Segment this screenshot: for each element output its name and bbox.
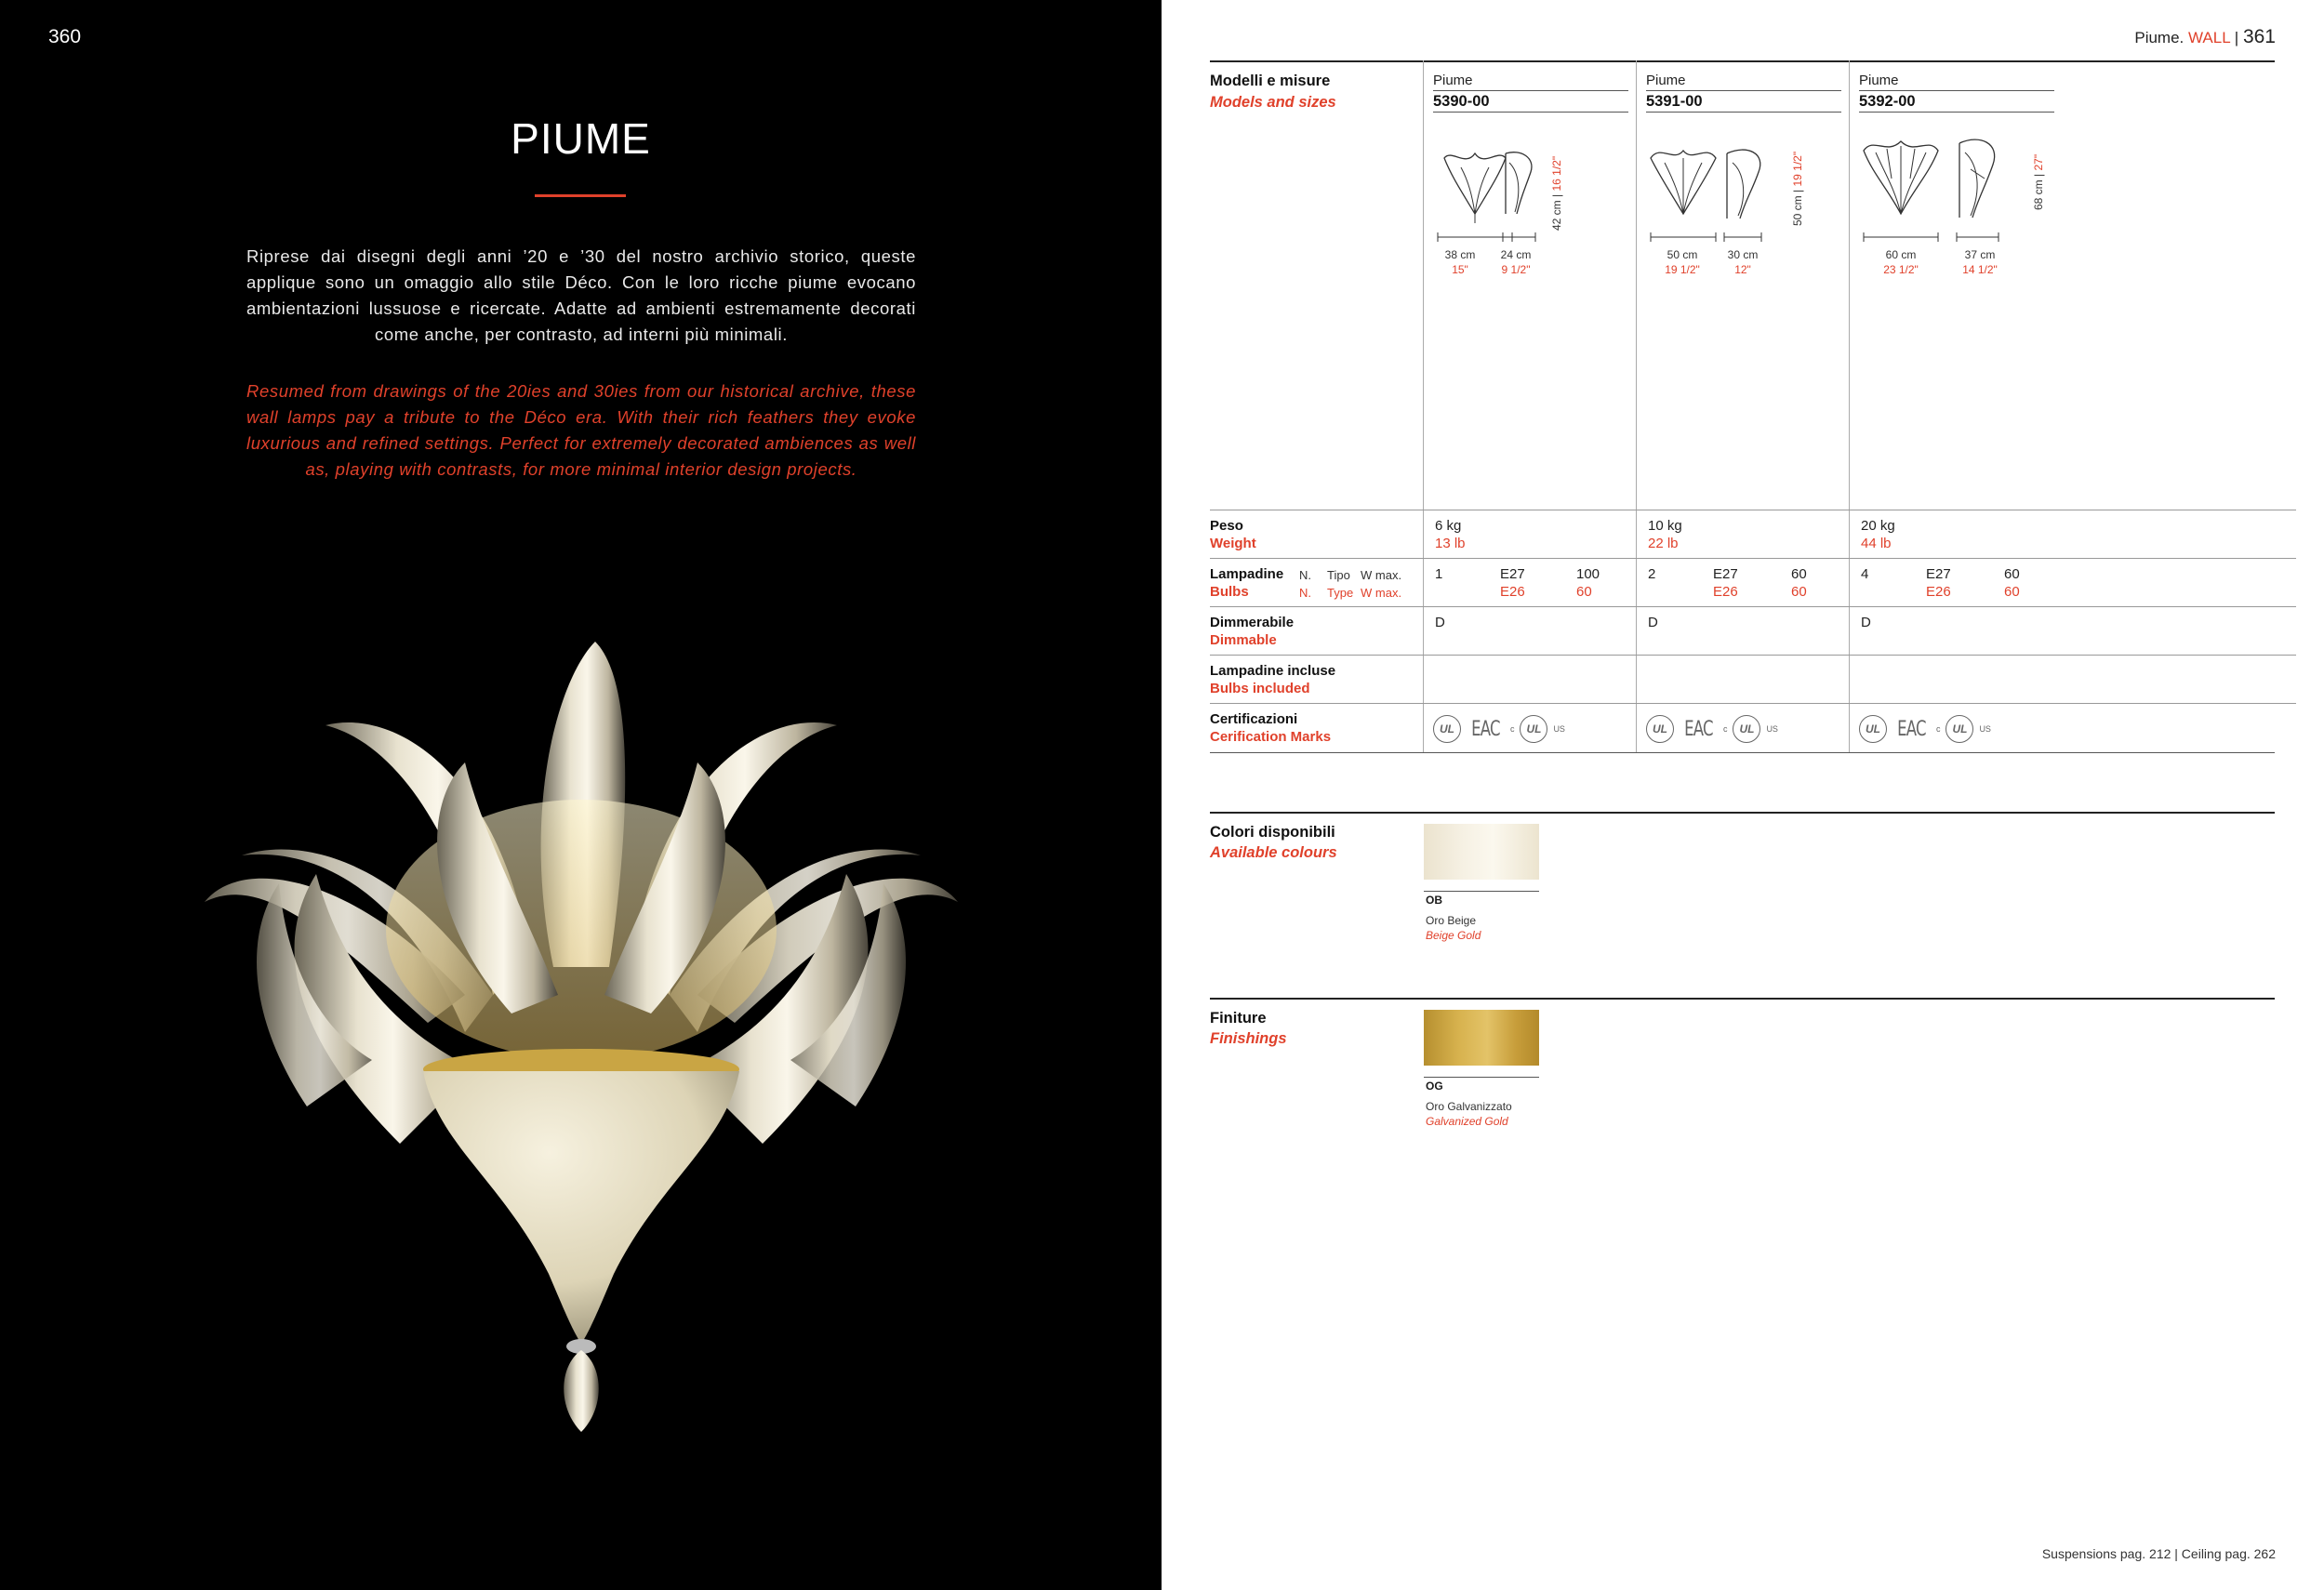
width-side-in: 14 1/2": [1962, 263, 1998, 276]
colour-name-it: Oro Beige: [1426, 914, 1477, 927]
footer-cross-reference: Suspensions pag. 212 | Ceiling pag. 262: [2041, 1546, 2276, 1561]
width-side-cm: 24 cm: [1500, 248, 1532, 261]
header-section: WALL: [2188, 29, 2231, 46]
cert-marks: UL EAC c UL US: [1433, 715, 1565, 743]
width-front-cm: 50 cm: [1667, 248, 1698, 261]
width-front-cm: 38 cm: [1444, 248, 1476, 261]
label-colours-it: Colori disponibili: [1210, 824, 1335, 841]
label-weight-en: Weight: [1210, 536, 1256, 551]
bulb-type-en: E26: [1926, 584, 1951, 600]
label-dimmable-en: Dimmable: [1210, 632, 1277, 648]
bulbs-w-label: W max.: [1361, 568, 1402, 582]
width-front-in: 19 1/2": [1665, 263, 1700, 276]
cert-marks: UL EAC c UL US: [1859, 715, 1991, 743]
dimmable-value: D: [1648, 615, 1658, 630]
label-models-it: Modelli e misure: [1210, 73, 1331, 89]
bulbs-type-label: Tipo: [1327, 568, 1350, 582]
page-number-right: 361: [2242, 26, 2276, 47]
model-name: Piume: [1859, 73, 1899, 88]
table-top-rule: [1210, 60, 2275, 62]
label-finish-en: Finishings: [1210, 1030, 1287, 1047]
width-front-in: 15": [1452, 263, 1468, 276]
bulbs-w-label-en: W max.: [1361, 586, 1402, 600]
ul-mark-icon: UL: [1520, 715, 1547, 743]
bulb-count: 1: [1435, 566, 1443, 582]
model-side-drawing: [1952, 132, 2008, 242]
bulb-watt: 60: [1791, 566, 1807, 582]
cert-marks: UL EAC c UL US: [1646, 715, 1778, 743]
colour-swatch-ob: [1424, 824, 1539, 880]
width-front-cm: 60 cm: [1885, 248, 1917, 261]
weight-lb: 44 lb: [1861, 536, 1892, 551]
finish-swatch-og: [1424, 1010, 1539, 1066]
finish-name-en: Galvanized Gold: [1426, 1115, 1508, 1128]
model-side-drawing: [1498, 139, 1545, 242]
right-page: [1162, 0, 2324, 1590]
height-in: 27": [2032, 153, 2045, 171]
label-colours-en: Available colours: [1210, 844, 1337, 861]
lamp-photo: [186, 623, 976, 1441]
weight-lb: 22 lb: [1648, 536, 1679, 551]
description-english: Resumed from drawings of the 20ies and 30ies from our historical archive, these wall lamps pay a tribute to the Déco era. With their rich feathers they evoke luxurious and refined settings. Perfect for extremely decorated ambiences as well as, playing with contrasts, for more minimal interior design projects.: [246, 381, 916, 479]
model-code: 5390-00: [1433, 93, 1490, 110]
width-side-in: 12": [1734, 263, 1751, 276]
model-height: 68 cm | 27": [2032, 153, 2045, 210]
colours-rule: [1210, 812, 2275, 814]
column-divider: [1423, 60, 1424, 753]
label-dimmable-it: Dimmerabile: [1210, 615, 1295, 630]
description-italian: Riprese dai disegni degli anni ’20 e ’30 del nostro archivio storico, queste applique sono un omaggio allo stile Déco. Con le loro ricche piume evocano ambientazioni lussuose e ricercate. Adatte ad ambienti estremamente decorati come anche, per contrasto, ad interni più minimali.: [246, 246, 916, 344]
row-divider: [1210, 606, 2296, 607]
bulb-watt-en: 60: [2004, 584, 2020, 600]
model-front-drawing: [1646, 139, 1720, 242]
bulbs-n-label-en: N.: [1299, 586, 1311, 600]
model-code: 5391-00: [1646, 93, 1703, 110]
bulbs-n-label: N.: [1299, 568, 1311, 582]
bulb-type-en: E26: [1500, 584, 1525, 600]
bulb-count: 2: [1648, 566, 1656, 582]
width-side-in: 9 1/2": [1501, 263, 1531, 276]
model-front-drawing: [1859, 132, 1943, 242]
page-number-left: 360: [48, 26, 82, 47]
ul-mark-icon: UL: [1859, 715, 1887, 743]
model-name: Piume: [1433, 73, 1473, 88]
dimmable-value: D: [1435, 615, 1445, 630]
label-finish-it: Finiture: [1210, 1010, 1267, 1027]
ul-mark-icon: UL: [1646, 715, 1674, 743]
label-included-en: Bulbs included: [1210, 681, 1310, 696]
weight-kg: 6 kg: [1435, 518, 1462, 534]
colour-code: OB: [1426, 894, 1442, 907]
eac-mark-icon: EAC: [1471, 717, 1500, 741]
bulb-watt-en: 60: [1791, 584, 1807, 600]
model-side-drawing: [1720, 139, 1775, 242]
column-divider: [1636, 60, 1637, 753]
bulb-watt: 100: [1576, 566, 1600, 582]
finish-rule: [1210, 998, 2275, 1000]
height-cm: 50 cm: [1791, 195, 1804, 226]
page-header: [2134, 26, 2276, 48]
width-front-in: 23 1/2": [1883, 263, 1919, 276]
model-code: 5392-00: [1859, 93, 1916, 110]
height-in: 19 1/2": [1791, 151, 1804, 187]
label-bulbs-it: Lampadine: [1210, 566, 1284, 582]
width-side-cm: 37 cm: [1964, 248, 1996, 261]
weight-lb: 13 lb: [1435, 536, 1466, 551]
label-weight-it: Peso: [1210, 518, 1243, 534]
row-divider: [1210, 558, 2296, 559]
label-included-it: Lampadine incluse: [1210, 663, 1336, 679]
colour-name-en: Beige Gold: [1426, 929, 1481, 942]
bulb-type-en: E26: [1713, 584, 1738, 600]
model-name: Piume: [1646, 73, 1686, 88]
eac-mark-icon: EAC: [1897, 717, 1926, 741]
ul-mark-icon: UL: [1433, 715, 1461, 743]
height-cm: 68 cm: [2032, 179, 2045, 210]
model-height: 50 cm | 19 1/2": [1791, 151, 1804, 226]
row-divider: [1210, 703, 2296, 704]
bulbs-type-label-en: Type: [1327, 586, 1354, 600]
eac-mark-icon: EAC: [1684, 717, 1713, 741]
row-divider: [1210, 655, 2296, 656]
label-cert-it: Certificazioni: [1210, 711, 1298, 727]
bulb-type: E27: [1713, 566, 1738, 582]
bulb-type: E27: [1500, 566, 1525, 582]
dimmable-value: D: [1861, 615, 1871, 630]
weight-kg: 20 kg: [1861, 518, 1895, 534]
bulb-type: E27: [1926, 566, 1951, 582]
header-series: Piume.: [2134, 29, 2185, 46]
header-separator: |: [2234, 29, 2239, 46]
label-cert-en: Cerification Marks: [1210, 729, 1332, 745]
model-height: 42 cm | 16 1/2": [1550, 155, 1563, 231]
label-bulbs-en: Bulbs: [1210, 584, 1249, 600]
page-title: PIUME: [511, 114, 651, 163]
finish-name-it: Oro Galvanizzato: [1426, 1100, 1512, 1113]
ul-mark-icon: UL: [1733, 715, 1760, 743]
width-side-cm: 30 cm: [1727, 248, 1759, 261]
bulb-watt: 60: [2004, 566, 2020, 582]
title-underline: [535, 194, 626, 197]
finish-code: OG: [1426, 1080, 1443, 1093]
table-bottom-rule: [1210, 752, 2275, 753]
bowl: [423, 1071, 739, 1344]
bulb-count: 4: [1861, 566, 1869, 582]
ul-mark-icon: UL: [1946, 715, 1973, 743]
height-cm: 42 cm: [1550, 200, 1563, 231]
finial: [564, 1350, 599, 1432]
height-in: 16 1/2": [1550, 155, 1563, 192]
column-divider: [1849, 60, 1850, 753]
bulb-watt-en: 60: [1576, 584, 1592, 600]
weight-kg: 10 kg: [1648, 518, 1682, 534]
label-models-en: Models and sizes: [1210, 94, 1336, 111]
